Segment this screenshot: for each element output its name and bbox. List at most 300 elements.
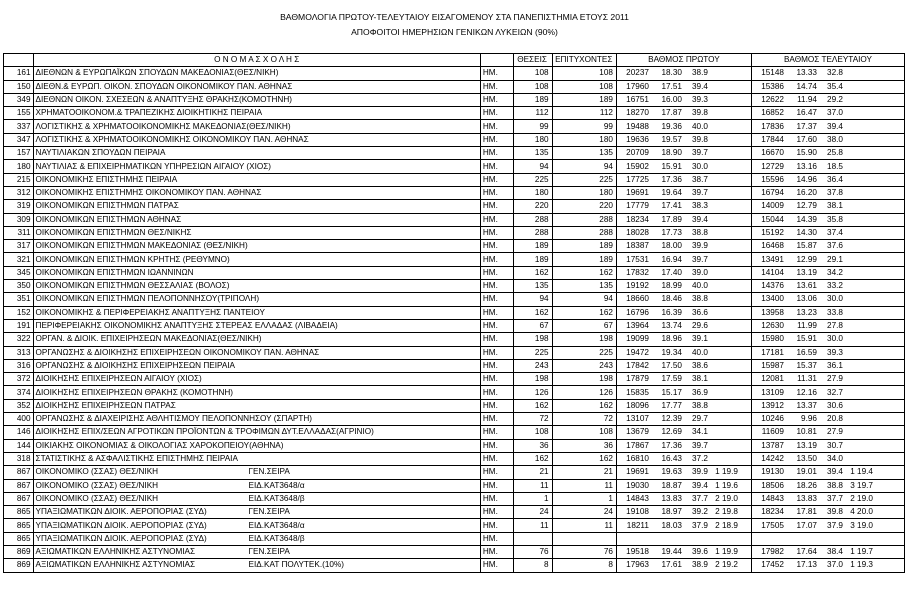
first-score-percent: 38.9 <box>692 560 708 570</box>
school-name: ΝΑΥΤΙΛΙΑΣ & ΕΠΙΧΕΙΡΗΜΑΤΙΚΩΝ ΥΠΗΡΕΣΙΩΝ ΑΙΓΑΙΟΥ (ΧΙΟΣ) <box>35 161 272 171</box>
last-score-percent: 37.0 <box>827 108 843 118</box>
study-form: ΗΜ. <box>480 107 513 120</box>
last-score-grade: 17.60 <box>796 134 817 144</box>
first-score-grade: 19.36 <box>661 121 682 131</box>
first-score-grade: 16.39 <box>661 307 682 317</box>
last-score-percent: 39.8 <box>827 507 843 517</box>
first-score-percent: 29.6 <box>692 321 708 331</box>
school-code: 309 <box>4 213 34 226</box>
admitted-value: 112 <box>552 107 616 120</box>
first-score-percent: 38.6 <box>692 360 708 370</box>
first-score-grade: 12.39 <box>661 414 682 424</box>
last-score-grade: 9.96 <box>801 414 817 424</box>
school-name: ΟΙΚΟΝΟΜΙΚΗΣ ΕΠΙΣΤΗΜΗΣ ΟΙΚΟΝΟΜΙΚΟΥ ΠΑΝ. ΑΘΗΝΑΣ <box>35 188 262 198</box>
first-score-grade: 17.41 <box>661 201 682 211</box>
seats-value: 1 <box>513 492 552 505</box>
last-score-percent: 30.6 <box>827 400 843 410</box>
last-score-points: 17844 <box>761 134 784 144</box>
first-score-cell <box>616 492 751 505</box>
first-score-percent: 36.6 <box>692 307 708 317</box>
header-admitted: ΕΠΙΤΥΧΟΝΤΕΣ <box>552 54 616 67</box>
first-score-grade: 18.97 <box>661 507 682 517</box>
admitted-value: 288 <box>552 213 616 226</box>
seats-value: 108 <box>513 67 552 80</box>
school-name-cell <box>33 439 480 452</box>
seats-value: 162 <box>513 452 552 465</box>
school-name: ΟΙΚΟΝΟΜΙΚΩΝ ΕΠΙΣΤΗΜΩΝ ΜΑΚΕΔΟΝΙΑΣ (ΘΕΣ/ΝΙΚΗ) <box>35 241 248 251</box>
last-score-grade: 11.31 <box>797 374 817 384</box>
first-score-percent: 40.0 <box>692 347 708 357</box>
school-name: ΑΞΙΩΜΑΤΙΚΩΝ ΕΛΛΗΝΙΚΗΣ ΑΣΤΥΝΟΜΙΑΣ <box>35 547 196 557</box>
school-code: 350 <box>4 280 34 293</box>
last-score-percent: 36.1 <box>827 360 843 370</box>
header-code-cell <box>4 54 34 67</box>
first-score-grade: 13.83 <box>661 493 682 503</box>
first-score-cell <box>616 240 751 253</box>
last-score-cell <box>751 359 904 372</box>
last-score-points: 13109 <box>761 387 784 397</box>
last-score-points: 17181 <box>761 347 784 357</box>
first-score-percent: 39.7 <box>692 440 708 450</box>
last-score-points: 19130 <box>761 467 784 477</box>
first-score-grade: 18.87 <box>661 480 682 490</box>
last-score-percent: 32.7 <box>827 387 843 397</box>
table-row <box>4 333 905 346</box>
first-score-grade: 15.91 <box>661 161 682 171</box>
last-score-grade: 14.30 <box>796 228 817 237</box>
school-name: ΔΙΕΘΝΩΝ ΟΙΚΟΝ. ΣΧΕΣΕΩΝ & ΑΝΑΠΤΥΞΗΣ ΘΡΑΚΗΣ(ΚΟΜΟΤΗΝΗ) <box>35 95 292 105</box>
first-score-points: 13107 <box>626 414 649 424</box>
first-score-grade: 18.30 <box>661 68 682 78</box>
school-name: ΔΙΟΙΚΗΣΗΣ ΕΠΙΧΕΙΡΗΣΕΩΝ ΘΡΑΚΗΣ (ΚΟΜΟΤΗΝΗ) <box>35 387 234 397</box>
table-row <box>4 200 905 213</box>
admitted-value: 11 <box>552 479 616 492</box>
study-form: ΗΜ. <box>480 120 513 133</box>
first-score-grade: 17.61 <box>661 560 682 570</box>
school-name-cell <box>33 346 480 359</box>
school-name-cell <box>33 186 480 199</box>
last-score-grade: 12.99 <box>796 254 817 264</box>
school-code: 867 <box>4 479 34 492</box>
header-form-cell <box>480 54 513 67</box>
last-score-points: 13958 <box>761 307 784 317</box>
last-score-percent: 32.8 <box>827 68 843 78</box>
school-code: 374 <box>4 386 34 399</box>
first-score-grade: 19.44 <box>661 547 682 557</box>
study-form: ΗΜ. <box>480 532 513 545</box>
table-row <box>4 160 905 173</box>
table-row <box>4 280 905 293</box>
first-score-percent: 39.7 <box>692 254 708 264</box>
school-name: ΝΑΥΤΙΛΙΑΚΩΝ ΣΠΟΥΔΩΝ ΠΕΙΡΑΙΑ <box>35 148 166 158</box>
table-row <box>4 466 905 479</box>
first-score-grade: 12.69 <box>661 427 682 437</box>
school-subgroup: ΓΕΝ.ΣΕΙΡΑ <box>248 507 290 517</box>
last-score-cell <box>751 266 904 279</box>
last-score-cell <box>751 545 904 558</box>
first-score-extra: 1 19.9 <box>715 467 738 477</box>
first-score-grade: 17.50 <box>661 360 682 370</box>
first-score-points: 18211 <box>626 520 649 530</box>
first-score-grade: 17.77 <box>661 400 682 410</box>
last-score-grade: 13.16 <box>796 161 817 171</box>
school-code: 865 <box>4 506 34 519</box>
last-score-percent: 27.9 <box>827 427 843 437</box>
school-code: 869 <box>4 559 34 572</box>
first-score-grade: 19.34 <box>661 347 682 357</box>
last-score-percent: 39.4 <box>827 121 843 131</box>
last-score-grade: 17.64 <box>796 547 817 557</box>
school-name: ΟΡΓΑΝΩΣΗΣ & ΔΙΟΙΚΗΣΗΣ ΕΠΙΧΕΙΡΗΣΕΩΝ ΠΕΙΡΑΙΑ <box>35 360 236 370</box>
last-score-grade: 13.61 <box>796 281 817 291</box>
first-score-cell <box>616 359 751 372</box>
first-score-points: 19488 <box>626 121 649 131</box>
first-score-percent: 38.1 <box>692 374 708 384</box>
school-code: 152 <box>4 306 34 319</box>
last-score-grade: 17.07 <box>796 520 817 530</box>
seats-value: 11 <box>513 519 552 532</box>
last-score-points: 18234 <box>761 507 784 517</box>
last-score-points: 12729 <box>761 161 784 171</box>
first-score-points: 16810 <box>626 454 649 464</box>
first-score-extra: 2 19.0 <box>715 493 738 503</box>
last-score-cell <box>751 147 904 160</box>
school-code: 351 <box>4 293 34 306</box>
seats-value: 24 <box>513 506 552 519</box>
admitted-value <box>552 532 616 545</box>
last-score-grade: 13.37 <box>796 400 817 410</box>
school-name-cell <box>33 280 480 293</box>
school-name: ΥΠΑΞΙΩΜΑΤΙΚΩΝ ΔΙΟΙΚ. ΑΕΡΟΠΟΡΙΑΣ (ΣΥΔ) <box>35 533 207 543</box>
last-score-cell <box>751 333 904 346</box>
seats-value: 108 <box>513 426 552 439</box>
first-score-cell <box>616 386 751 399</box>
school-name-cell <box>33 479 480 492</box>
first-score-points: 18028 <box>626 228 649 237</box>
school-subgroup: ΓΕΝ.ΣΕΙΡΑ <box>248 467 290 477</box>
school-code: 144 <box>4 439 34 452</box>
last-score-percent: 36.4 <box>827 174 843 184</box>
admitted-value: 108 <box>552 426 616 439</box>
school-name: ΟΙΚΟΝΟΜΙΚΗΣ & ΠΕΡΙΦΕΡΕΙΑΚΗΣ ΑΝΑΠΤΥΞΗΣ ΠΑΝΤΕΙΟΥ <box>35 307 265 317</box>
first-score-percent: 30.0 <box>692 161 708 171</box>
last-score-points: 14843 <box>761 493 784 503</box>
school-code: 349 <box>4 93 34 106</box>
last-score-cell <box>751 67 904 80</box>
first-score-cell <box>616 413 751 426</box>
first-score-points: 17960 <box>626 81 649 91</box>
study-form: ΗΜ. <box>480 519 513 532</box>
seats-value: 180 <box>513 186 552 199</box>
school-name-cell <box>33 532 480 545</box>
last-score-cell <box>751 426 904 439</box>
last-score-percent: 35.4 <box>827 81 843 91</box>
first-score-cell <box>616 466 751 479</box>
table-row <box>4 386 905 399</box>
first-score-grade: 17.51 <box>661 81 682 91</box>
admitted-value: 162 <box>552 452 616 465</box>
admitted-value: 162 <box>552 266 616 279</box>
admitted-value: 72 <box>552 413 616 426</box>
first-score-grade: 19.57 <box>661 134 682 144</box>
first-score-grade: 19.64 <box>661 188 682 198</box>
first-score-percent: 39.4 <box>692 480 708 490</box>
table-row <box>4 293 905 306</box>
first-score-cell <box>616 426 751 439</box>
first-score-cell <box>616 280 751 293</box>
first-score-cell <box>616 160 751 173</box>
seats-value: 225 <box>513 346 552 359</box>
last-score-points: 15980 <box>761 334 784 344</box>
school-code: 155 <box>4 107 34 120</box>
school-name-cell <box>33 359 480 372</box>
admitted-value: 198 <box>552 373 616 386</box>
study-form: ΗΜ. <box>480 240 513 253</box>
school-name: ΟΡΓΑΝΩΣΗΣ & ΔΙΟΙΚΗΣΗΣ ΕΠΙΧΕΙΡΗΣΕΩΝ ΟΙΚΟΝΟΜΙΚΟΥ ΠΑΝ. ΑΘΗΝΑΣ <box>35 347 320 357</box>
study-form: ΗΜ. <box>480 426 513 439</box>
first-score-cell <box>616 346 751 359</box>
admitted-value: 1 <box>552 492 616 505</box>
admitted-value: 8 <box>552 559 616 572</box>
first-score-cell <box>616 120 751 133</box>
last-score-extra: 3 19.7 <box>850 480 873 490</box>
last-score-points: 15044 <box>761 214 784 224</box>
last-score-cell <box>751 213 904 226</box>
school-name-cell <box>33 373 480 386</box>
school-name-cell <box>33 226 480 239</box>
first-score-percent: 39.1 <box>692 334 708 344</box>
admitted-value: 180 <box>552 186 616 199</box>
first-score-cell <box>616 147 751 160</box>
seats-value: 288 <box>513 213 552 226</box>
school-code: 865 <box>4 532 34 545</box>
last-score-points: 11609 <box>761 427 784 437</box>
last-score-cell <box>751 120 904 133</box>
first-score-grade: 18.90 <box>661 148 682 158</box>
admitted-value: 135 <box>552 280 616 293</box>
school-name-cell <box>33 107 480 120</box>
last-score-grade: 16.47 <box>796 108 817 118</box>
table-row <box>4 532 905 545</box>
study-form: ΗΜ. <box>480 147 513 160</box>
table-row <box>4 93 905 106</box>
table-row <box>4 67 905 80</box>
last-score-cell <box>751 200 904 213</box>
study-form: ΗΜ. <box>480 479 513 492</box>
school-code: 319 <box>4 200 34 213</box>
last-score-grade: 17.81 <box>796 507 817 517</box>
school-name: ΥΠΑΞΙΩΜΑΤΙΚΩΝ ΔΙΟΙΚ. ΑΕΡΟΠΟΡΙΑΣ (ΣΥΔ) <box>35 520 207 530</box>
first-score-percent: 37.7 <box>692 493 708 503</box>
last-score-percent: 37.6 <box>827 241 843 251</box>
school-name-cell <box>33 545 480 558</box>
first-score-grade: 13.74 <box>661 321 682 331</box>
school-subgroup: ΕΙΔ.ΚΑΤ ΠΟΛΥΤΕΚ.(10%) <box>248 560 344 570</box>
first-score-cell <box>616 107 751 120</box>
table-row <box>4 266 905 279</box>
school-name: ΛΟΓΙΣΤΙΚΗΣ & ΧΡΗΜΑΤΟΟΙΚΟΝΟΜΙΚΗΣ ΜΑΚΕΔΟΝΙΑΣ(ΘΕΣ/ΝΙΚΗ) <box>35 121 291 131</box>
last-score-grade: 18.26 <box>796 480 817 490</box>
first-score-grade: 17.36 <box>661 440 682 450</box>
first-score-points: 20709 <box>626 148 649 158</box>
table-row <box>4 120 905 133</box>
last-score-percent: 38.0 <box>827 134 843 144</box>
last-score-points: 15596 <box>761 174 784 184</box>
school-name-cell <box>33 413 480 426</box>
study-form: ΗΜ. <box>480 67 513 80</box>
school-name: ΟΙΚΟΝΟΜΙΚΩΝ ΕΠΙΣΤΗΜΩΝ ΑΘΗΝΑΣ <box>35 214 182 224</box>
table-row <box>4 319 905 332</box>
first-score-points: 18660 <box>626 294 649 304</box>
study-form: ΗΜ. <box>480 280 513 293</box>
admitted-value: 180 <box>552 133 616 146</box>
table-row <box>4 439 905 452</box>
first-score-cell <box>616 439 751 452</box>
school-code: 318 <box>4 452 34 465</box>
last-score-points: 10246 <box>761 414 784 424</box>
seats-value: 108 <box>513 80 552 93</box>
seats-value: 288 <box>513 226 552 239</box>
last-score-extra: 3 19.0 <box>850 520 873 530</box>
admitted-value: 94 <box>552 160 616 173</box>
school-name: ΟΙΚΟΝΟΜΙΚΟ (ΣΣΑΣ) ΘΕΣ/ΝΙΚΗ <box>35 493 159 503</box>
school-name-cell <box>33 160 480 173</box>
school-name-cell <box>33 93 480 106</box>
last-score-percent: 39.3 <box>827 347 843 357</box>
first-score-percent: 39.7 <box>692 148 708 158</box>
school-subgroup: ΓΕΝ.ΣΕΙΡΑ <box>248 547 290 557</box>
last-score-percent: 37.4 <box>827 228 843 237</box>
study-form: ΗΜ. <box>480 439 513 452</box>
last-score-percent: 34.0 <box>827 454 843 464</box>
table-header-row <box>4 54 905 67</box>
table-row <box>4 506 905 519</box>
seats-value: 198 <box>513 373 552 386</box>
first-score-percent: 39.3 <box>692 95 708 105</box>
school-name: ΟΡΓΑΝΩΣΗΣ & ΔΙΑΧΕΙΡΙΣΗΣ ΑΘΛΗΤΙΣΜΟΥ ΠΕΛΟΠΟΝΝΗΣΟΥ (ΣΠΑΡΤΗ) <box>35 414 313 424</box>
school-name: ΠΕΡΙΦΕΡΕΙΑΚΗΣ ΟΙΚΟΝΟΜΙΚΗΣ ΑΝΑΠΤΥΞΗΣ ΣΤΕΡΕΑΣ ΕΛΛΑΔΑΣ (ΛΙΒΑΔΕΙΑ) <box>35 321 338 331</box>
first-score-points: 17879 <box>626 374 649 384</box>
school-name-cell <box>33 333 480 346</box>
last-score-percent: 20.8 <box>827 414 843 424</box>
study-form: ΗΜ. <box>480 200 513 213</box>
last-score-points: 15386 <box>761 81 784 91</box>
first-score-grade: 17.40 <box>661 267 682 277</box>
study-form: ΗΜ. <box>480 466 513 479</box>
last-score-points: 15148 <box>761 68 784 78</box>
last-score-grade: 13.06 <box>796 294 817 304</box>
admitted-value: 36 <box>552 439 616 452</box>
first-score-extra: 2 19.8 <box>715 507 738 517</box>
school-code: 322 <box>4 333 34 346</box>
school-name: ΟΡΓΑΝ. & ΔΙΟΙΚ. ΕΠΙΧΕΙΡΗΣΕΩΝ ΜΑΚΕΔΟΝΙΑΣ(ΘΕΣ/ΝΙΚΗ) <box>35 334 262 344</box>
first-score-cell <box>616 93 751 106</box>
last-score-points: 13400 <box>761 294 784 304</box>
admitted-value: 24 <box>552 506 616 519</box>
header-first-score: ΒΑΘΜΟΣ ΠΡΩΤΟΥ <box>616 54 751 67</box>
last-score-cell <box>751 306 904 319</box>
school-name: ΟΙΚΟΝΟΜΙΚΟ (ΣΣΑΣ) ΘΕΣ/ΝΙΚΗ <box>35 467 159 477</box>
first-score-points: 19099 <box>626 334 649 344</box>
last-score-cell <box>751 386 904 399</box>
table-row <box>4 306 905 319</box>
last-score-points: 17836 <box>761 121 784 131</box>
last-score-extra: 1 19.3 <box>850 560 873 570</box>
first-score-grade: 18.00 <box>661 241 682 251</box>
last-score-cell <box>751 133 904 146</box>
last-score-cell <box>751 293 904 306</box>
first-score-percent: 40.0 <box>692 281 708 291</box>
first-score-extra: 1 19.9 <box>715 547 738 557</box>
first-score-cell <box>616 319 751 332</box>
admitted-value: 243 <box>552 359 616 372</box>
last-score-extra: 1 19.4 <box>850 467 873 477</box>
school-name: ΔΙΟΙΚΗΣΗΣ ΕΠΙΧΕΙΡΗΣΕΩΝ ΠΑΤΡΑΣ <box>35 400 176 410</box>
first-score-points: 17725 <box>626 174 649 184</box>
last-score-cell <box>751 559 904 572</box>
seats-value: 21 <box>513 466 552 479</box>
last-score-grade: 12.16 <box>796 387 817 397</box>
last-score-grade: 16.59 <box>796 347 817 357</box>
last-score-extra: 2 19.0 <box>850 493 873 503</box>
study-form: ΗΜ. <box>480 80 513 93</box>
study-form: ΗΜ. <box>480 559 513 572</box>
school-code: 191 <box>4 319 34 332</box>
school-code: 317 <box>4 240 34 253</box>
study-form: ΗΜ. <box>480 386 513 399</box>
study-form: ΗΜ. <box>480 413 513 426</box>
first-score-points: 18096 <box>626 400 649 410</box>
study-form: ΗΜ. <box>480 359 513 372</box>
first-score-points: 17842 <box>626 360 649 370</box>
last-score-grade: 14.96 <box>796 174 817 184</box>
last-score-extra: 4 20.0 <box>850 507 873 517</box>
last-score-percent: 34.2 <box>827 267 843 277</box>
school-code: 865 <box>4 519 34 532</box>
school-code: 312 <box>4 186 34 199</box>
last-score-cell <box>751 519 904 532</box>
first-score-points: 15902 <box>626 161 649 171</box>
first-score-cell <box>616 293 751 306</box>
school-subgroup: ΕΙΔ.ΚΑΤ3648/α <box>248 520 305 530</box>
table-row <box>4 226 905 239</box>
first-score-cell <box>616 200 751 213</box>
last-score-grade: 11.94 <box>797 95 817 105</box>
table-row <box>4 359 905 372</box>
school-name-cell <box>33 173 480 186</box>
last-score-percent: 29.1 <box>827 254 843 264</box>
school-name-cell <box>33 466 480 479</box>
school-name: ΟΙΚΟΝΟΜΙΚΩΝ ΕΠΙΣΤΗΜΩΝ ΙΩΑΝΝΙΝΩΝ <box>35 267 194 277</box>
school-name: ΔΙΟΙΚΗΣΗΣ ΕΠΙΧ/ΣΕΩΝ ΑΓΡΟΤΙΚΩΝ ΠΡΟΪΟΝΤΩΝ & ΤΡΟΦΙΜΩΝ ΔΥΤ.ΕΛΛΑΔΑΣ(ΑΓΡΙΝΙΟ) <box>35 427 374 437</box>
admitted-value: 126 <box>552 386 616 399</box>
first-score-cell <box>616 399 751 412</box>
study-form: ΗΜ. <box>480 492 513 505</box>
first-score-percent: 39.7 <box>692 188 708 198</box>
last-score-cell <box>751 226 904 239</box>
admitted-value: 11 <box>552 519 616 532</box>
last-score-points: 14104 <box>761 267 784 277</box>
first-score-cell <box>616 479 751 492</box>
last-score-points: 16852 <box>761 108 784 118</box>
first-score-cell <box>616 133 751 146</box>
seats-value: 180 <box>513 133 552 146</box>
school-name: ΔΙΕΘΝ.& ΕΥΡΩΠ. ΟΙΚΟΝ. ΣΠΟΥΔΩΝ ΟΙΚΟΝΟΜΙΚΟΥ ΠΑΝ. ΑΘΗΝΑΣ <box>35 81 293 91</box>
last-score-grade: 14.39 <box>796 214 817 224</box>
school-code: 180 <box>4 160 34 173</box>
table-row <box>4 147 905 160</box>
school-name-cell <box>33 80 480 93</box>
